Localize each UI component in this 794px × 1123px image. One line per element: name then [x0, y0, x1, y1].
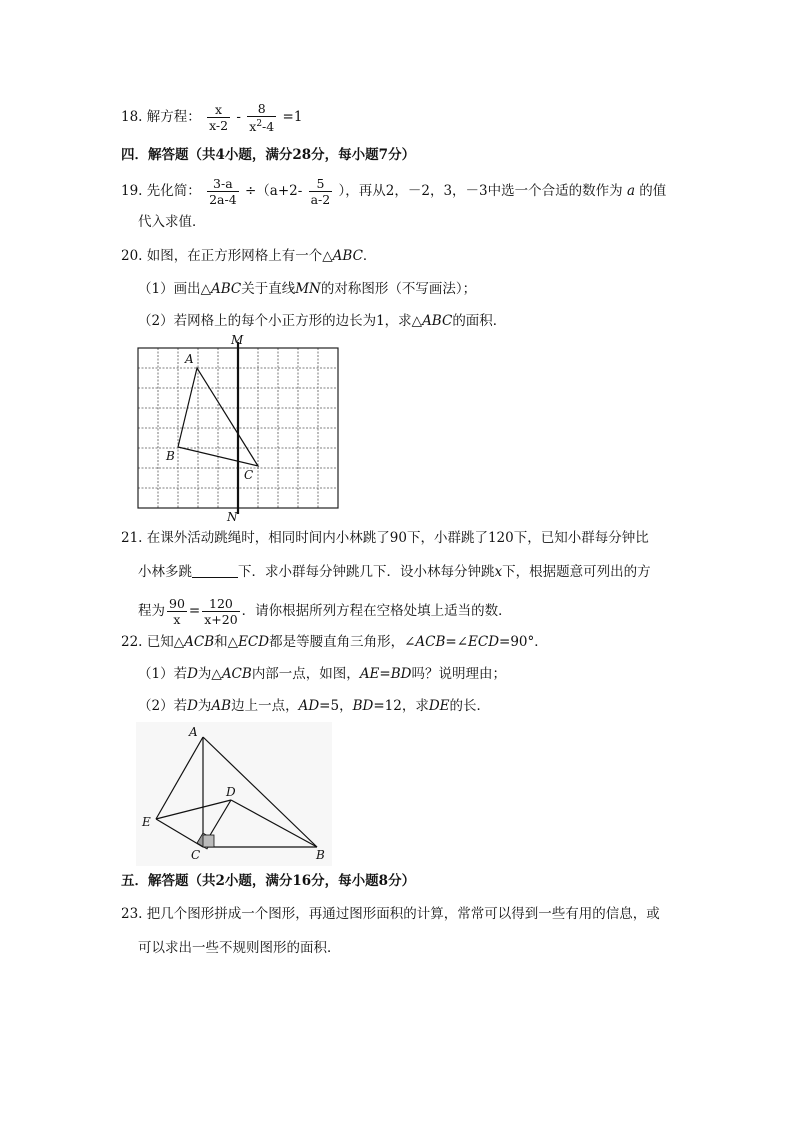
q22-sub2-d-val: =5，: [319, 698, 353, 714]
label-b: B: [166, 449, 175, 463]
q22-sub2-a: （2）若: [138, 698, 188, 714]
q20-sub1-line-name: MN: [295, 281, 321, 297]
q19-f2-denominator: a-2: [310, 192, 331, 207]
q18-minus: -: [236, 109, 241, 126]
q22-sub1-bd: BD: [390, 666, 412, 682]
q22-line-1: [121, 632, 548, 652]
q22-sub2-ad: AD: [298, 698, 320, 714]
q18-fraction-1: [207, 102, 230, 133]
q23-line-1: [121, 904, 660, 924]
q23-number: 23.: [121, 906, 143, 922]
q21-equals: =: [188, 603, 201, 619]
q20-line-1: [121, 246, 376, 266]
q22-text-a: 已知△: [146, 634, 185, 650]
q19-after-text-2: 的值: [639, 183, 667, 199]
q18-label: 解方程：: [146, 109, 201, 126]
q22-sub2-bd: BD: [352, 698, 374, 714]
q19-f2-numerator: 5: [309, 176, 333, 192]
label-b: B: [316, 848, 325, 862]
q18-f2-denominator: $x^2-4$: [249, 119, 275, 135]
section-4-heading: 四．解答题（共4小题，满分28分，每小题7分）: [121, 147, 416, 163]
q20-sub1-text-c: 的对称图形（不写画法）；: [320, 281, 477, 297]
q21-f2-numerator: 120: [202, 596, 239, 612]
q21-number: 21.: [121, 530, 143, 546]
q22-triangle-ecd: ECD: [238, 634, 270, 650]
q19-f1-denominator: 2a-4: [209, 192, 237, 207]
q23-line-2: 可以求出一些不规则图形的面积．: [138, 940, 341, 956]
q20-sub2-triangle: ABC: [422, 313, 453, 329]
q21-fraction-1: [167, 596, 187, 627]
q22-text-e: =90°．: [499, 634, 548, 650]
q20-sub-1: [138, 279, 476, 299]
q18-number: 18.: [121, 109, 143, 126]
label-c: C: [244, 468, 254, 482]
q19-divide-text: ÷（a+2-: [244, 183, 303, 199]
q20-sub2-text-b: 的面积．: [452, 313, 507, 329]
q20-sub1-text-b: 关于直线: [241, 281, 296, 297]
q19-variable: a: [626, 183, 635, 199]
q22-angle-ecd: ECD: [468, 634, 500, 650]
q18-f2-numerator: 8: [247, 101, 276, 117]
label-c: C: [191, 848, 201, 862]
q21-f2-denominator: x+20: [204, 612, 238, 627]
q22-sub2-e: =12，求: [373, 698, 429, 714]
q22-sub2-f: 的长．: [449, 698, 491, 714]
q20-sub-2: [138, 311, 506, 331]
q22-sub1-e: 吗？说明理由；: [411, 666, 506, 682]
q20-text: 如图，在正方形网格上有一个△: [146, 248, 333, 264]
q20-number: 20.: [121, 248, 143, 264]
q22-text-b: 和△: [214, 634, 239, 650]
q22-text-d: =∠: [445, 634, 469, 650]
q20-grid-figure: [130, 332, 345, 524]
label-a: A: [185, 352, 194, 366]
q22-sub2-c: 边上一点，: [231, 698, 299, 714]
q20-end: ．: [362, 248, 377, 264]
q18-fraction-2: [247, 101, 276, 134]
q22-number: 22.: [121, 634, 143, 650]
q21-text-1: 在课外活动跳绳时，相同时间内小林跳了90下，小群跳了120下，已知小群每分钟比: [146, 530, 649, 546]
q22-sub1-d: D: [187, 666, 198, 682]
q19-label: 先化简：: [146, 183, 201, 199]
q20-sub1-text-a: （1）画出△: [138, 281, 211, 297]
q22-sub1-b: 为△: [197, 666, 222, 682]
q23-text-1: 把几个图形拼成一个图形，再通过图形面积的计算，常常可以得到一些有用的信息，或: [146, 906, 660, 922]
q22-sub-1: [138, 664, 506, 684]
label-a: A: [189, 725, 198, 739]
q19-number: 19.: [121, 183, 143, 199]
q19-after-text: ），再从2，－2，3，－3中选一个合适的数作为: [338, 183, 623, 199]
q21-answer-blank[interactable]: [192, 563, 238, 578]
q21-f1-numerator: 90: [169, 596, 185, 611]
q21-text-2a: 小林多跳: [138, 564, 192, 580]
q22-sub-2: [138, 696, 490, 716]
q18-line: [121, 101, 302, 134]
right-angle-mark-2: [203, 835, 214, 847]
q19-line-2: 代入求值．: [138, 214, 206, 230]
q19-fraction-2: [309, 176, 333, 207]
label-n: N: [227, 510, 238, 524]
q19-fraction-1: [207, 176, 239, 207]
q22-text-c: 都是等腰直角三角形，∠: [269, 634, 416, 650]
q21-line-3: [138, 596, 512, 627]
q21-line-2: [138, 562, 651, 582]
section-5-heading: 五．解答题（共2小题，满分16分，每小题8分）: [121, 873, 416, 889]
q21-text-2c: 下，根据题意可列出的方: [502, 564, 651, 580]
q22-sub1-a: （1）若: [138, 666, 188, 682]
label-e: E: [142, 815, 151, 829]
q21-text-3a: 程为: [138, 603, 165, 619]
q19-f1-numerator: 3-a: [207, 176, 239, 192]
q22-sub2-de: DE: [428, 698, 450, 714]
q22-triangle-figure: [136, 722, 332, 866]
q20-sub1-triangle: ABC: [210, 281, 242, 297]
q18-rhs: =1: [282, 109, 303, 126]
q21-f1-denominator: x: [173, 612, 181, 627]
label-m: M: [231, 333, 244, 347]
q22-sub2-b: 为: [197, 698, 212, 714]
q22-triangle-acb: ACB: [184, 634, 215, 650]
q21-text-2b: 下．求小群每分钟跳几下．设小林每分钟跳: [238, 564, 495, 580]
q21-variable: x: [494, 564, 503, 580]
label-d: D: [226, 785, 236, 799]
q21-text-3b: ．请你根据所列方程在空格处填上适当的数．: [241, 603, 512, 619]
q18-f1-numerator: x: [207, 102, 230, 118]
q22-sub2-d: D: [187, 698, 198, 714]
q18-f1-denominator: x-2: [209, 118, 229, 134]
q22-sub1-ae: AE: [359, 666, 380, 682]
q22-sub2-ab: AB: [211, 698, 232, 714]
q19-line-1: [121, 176, 666, 207]
q20-sub2-text-a: （2）若网格上的每个小正方形的边长为1，求△: [138, 313, 423, 329]
q20-triangle: ABC: [332, 248, 363, 264]
q22-sub1-eq: =: [379, 666, 391, 682]
q21-fraction-2: [202, 596, 239, 627]
q22-sub1-triangle: ACB: [221, 666, 252, 682]
q21-line-1: [121, 528, 649, 548]
q22-sub1-c: 内部一点，如图，: [251, 666, 360, 682]
q22-angle-acb: ACB: [415, 634, 446, 650]
